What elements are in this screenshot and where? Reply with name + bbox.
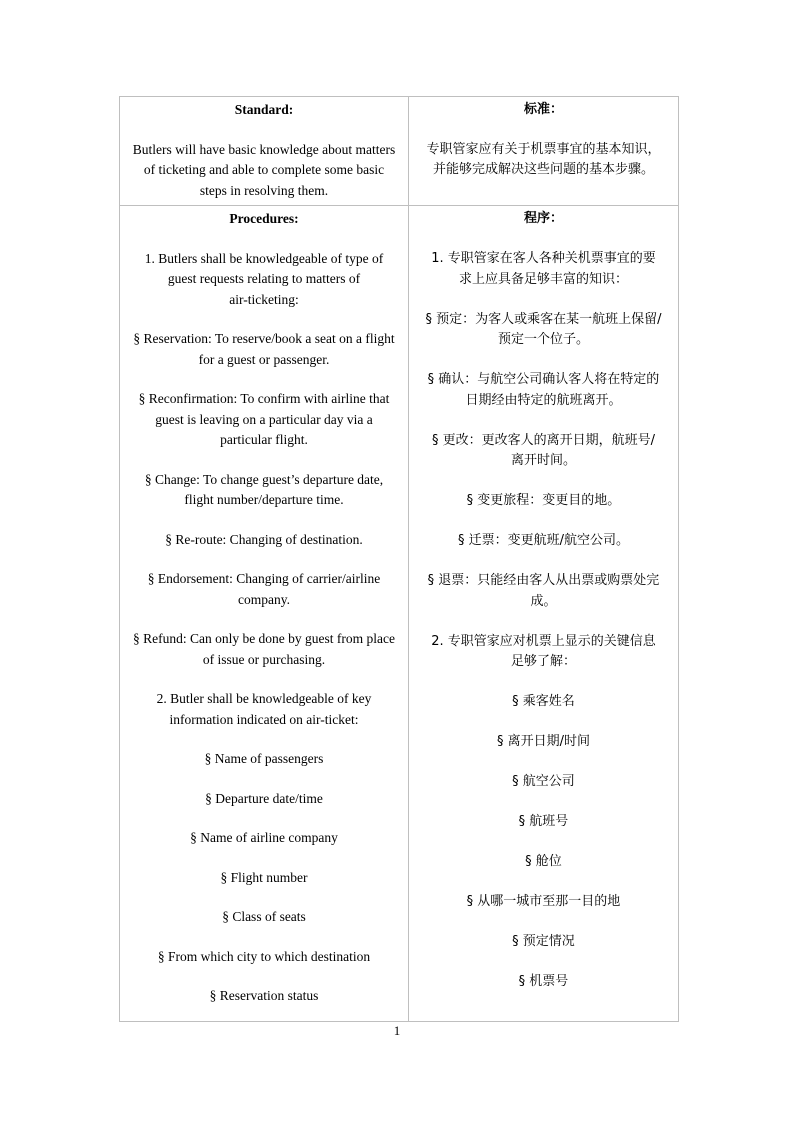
- procedure-item: [409, 531, 678, 552]
- text-line: Butlers will have basic knowledge about matters: [132, 141, 396, 157]
- text-line: § Name of passengers: [204, 751, 324, 766]
- text-line: 2. 专职管家应对机票上显示的关键信息: [431, 633, 656, 649]
- procedures-zh-heading: 程序：: [523, 211, 563, 226]
- text-line: § 航班号: [518, 814, 569, 829]
- text-line: company.: [238, 591, 290, 607]
- text-line: 日期经由特定的航班离开。: [465, 392, 622, 408]
- procedure-item: [120, 249, 408, 311]
- procedure-item: [409, 249, 678, 290]
- text-line: § 更改：更改客人的离开日期，航班号/: [431, 432, 655, 448]
- text-line: § 航空公司: [512, 774, 575, 789]
- text-line: 预定一个位子。: [497, 332, 589, 347]
- procedure-table: [119, 96, 679, 1022]
- text-line: § 机票号: [518, 974, 569, 989]
- procedures-zh-cell: [409, 206, 679, 1022]
- text-line: § Reservation status: [209, 988, 319, 1003]
- text-line: § Class of seats: [222, 909, 306, 924]
- text-line: § From which city to which destination: [157, 948, 371, 964]
- text-line: § Reservation: To reserve/book a seat on a flight: [133, 331, 395, 346]
- standard-en-cell: [120, 97, 409, 206]
- procedure-item: [409, 892, 678, 913]
- text-line: § 预定情况: [512, 934, 575, 949]
- text-line: of ticketing and able to complete some basic: [143, 162, 385, 177]
- procedure-item: [120, 828, 408, 849]
- procedure-item: [120, 986, 408, 1007]
- text-line: information indicated on air-ticket:: [169, 711, 359, 727]
- procedure-item: [409, 431, 678, 472]
- text-line: § Refund: Can only be done by guest from place: [132, 631, 396, 646]
- standard-zh-heading: 标准：: [523, 102, 563, 117]
- procedures-en: [120, 206, 408, 1021]
- text-line: § 确认：与航空公司确认客人将在特定的: [427, 372, 660, 387]
- procedure-item: [409, 692, 678, 713]
- text-line: § Departure date/time: [205, 790, 323, 806]
- procedure-item: [409, 932, 678, 953]
- procedures-zh: [409, 206, 678, 1007]
- procedure-item: [409, 370, 678, 411]
- procedure-item: [409, 772, 678, 793]
- procedure-item: [120, 689, 408, 730]
- text-line: 成。: [530, 593, 557, 609]
- procedures-row: [120, 206, 679, 1022]
- procedures-en-heading: Procedures:: [229, 211, 299, 226]
- text-line: § 迁票：变更航班/航空公司。: [457, 533, 629, 548]
- text-line: 离开时间。: [510, 453, 576, 468]
- text-line: § Reconfirmation: To confirm with airline that: [138, 391, 390, 406]
- text-line: 2. Butler shall be knowledgeable of key: [156, 691, 372, 706]
- text-line: 并能够完成解决这些问题的基本步骤。: [432, 162, 654, 177]
- text-line: § Change: To change guest’s departure date,: [144, 471, 384, 487]
- procedure-item: [120, 530, 408, 551]
- procedure-item: [409, 972, 678, 993]
- standard-en-heading: Standard:: [234, 102, 294, 117]
- text-line: 足够了解：: [510, 654, 576, 669]
- procedure-item: [409, 310, 678, 351]
- procedure-item: [409, 732, 678, 753]
- procedures-en-cell: [120, 206, 409, 1022]
- procedure-item: [120, 329, 408, 370]
- procedure-item: [409, 852, 678, 873]
- text-line: § Endorsement: Changing of carrier/airline: [147, 571, 381, 586]
- text-line: § 退票：只能经由客人从出票或购票处完: [427, 573, 660, 588]
- procedure-item: [120, 749, 408, 770]
- text-line: 求上应具备足够丰富的知识：: [458, 271, 628, 287]
- text-line: § 乘客姓名: [512, 694, 575, 709]
- text-line: guest requests relating to matters of: [167, 271, 361, 286]
- procedure-item: [409, 632, 678, 673]
- standard-en: [120, 97, 408, 205]
- standard-row: [120, 97, 679, 206]
- procedure-item: [120, 569, 408, 610]
- text-line: guest is leaving on a particular day via a: [155, 411, 373, 427]
- text-line: § Flight number: [220, 869, 308, 885]
- text-line: § Re-route: Changing of destination.: [165, 531, 363, 547]
- text-line: § 离开日期/时间: [496, 734, 590, 749]
- text-line: air-ticketing:: [229, 291, 299, 307]
- text-line: 1. Butlers shall be knowledgeable of type of: [144, 250, 384, 266]
- text-line: for a guest or passenger.: [198, 351, 330, 367]
- text-line: flight number/departure time.: [184, 492, 344, 507]
- standard-zh-cell: [409, 97, 679, 206]
- text-line: steps in resolving them.: [199, 182, 329, 198]
- procedure-item: [120, 470, 408, 511]
- procedure-item: [120, 789, 408, 810]
- procedure-item: [120, 868, 408, 889]
- procedure-item: [120, 947, 408, 968]
- standard-zh: [409, 97, 678, 185]
- procedure-item: [120, 389, 408, 451]
- text-line: § 预定：为客人或乘客在某一航班上保留/: [425, 311, 662, 327]
- procedure-item: [409, 571, 678, 612]
- text-line: 专职管家应有关于机票事宜的基本知识，: [426, 141, 661, 157]
- procedures-zh-items: [409, 230, 678, 993]
- procedure-item: [409, 491, 678, 512]
- standard-en-body: [120, 140, 408, 202]
- text-line: 1. 专职管家在客人各种关机票事宜的要: [431, 251, 656, 266]
- procedure-item: [120, 907, 408, 928]
- procedures-en-items: [120, 230, 408, 1007]
- text-line: of issue or purchasing.: [202, 651, 326, 667]
- text-line: § 从哪一城市至那一目的地: [466, 894, 621, 909]
- procedure-item: [409, 812, 678, 833]
- text-line: particular flight.: [220, 432, 308, 447]
- page-number: 1: [393, 1023, 401, 1038]
- text-line: § 舱位: [525, 854, 562, 869]
- standard-zh-body: [409, 140, 678, 181]
- text-line: § 变更旅程：变更目的地。: [466, 493, 621, 508]
- procedure-item: [120, 629, 408, 670]
- text-line: § Name of airline company: [190, 830, 338, 845]
